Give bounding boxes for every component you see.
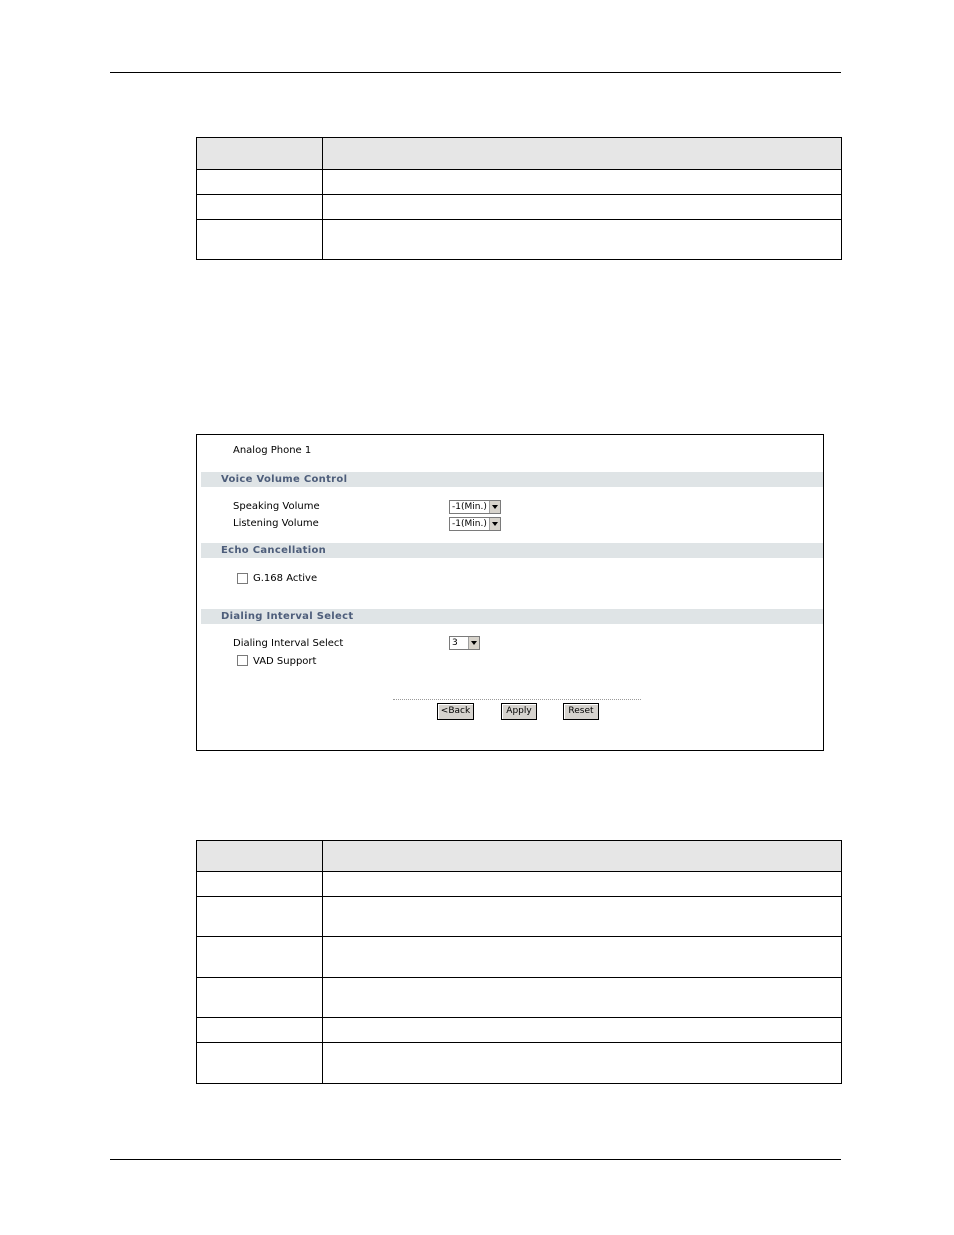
dialing-interval-label: Dialing Interval Select <box>233 638 344 649</box>
listening-volume-select[interactable] <box>449 517 501 531</box>
reset-button[interactable]: Reset <box>563 703 599 720</box>
chevron-down-icon[interactable] <box>468 637 479 649</box>
speaking-volume-select[interactable] <box>449 500 501 514</box>
table-row <box>197 872 842 897</box>
table-row <box>197 978 842 1018</box>
speaking-volume-value: -1(Min.) <box>452 502 487 512</box>
listening-volume-value: -1(Min.) <box>452 519 487 529</box>
dialing-interval-select[interactable] <box>449 636 480 650</box>
section-dialing-interval-select: Dialing Interval Select <box>201 609 823 624</box>
table-header-cell <box>323 138 842 170</box>
speaking-volume-label: Speaking Volume <box>233 501 320 512</box>
table-row <box>197 937 842 978</box>
table-row <box>197 195 842 220</box>
table-header-cell <box>197 841 323 872</box>
g168-active-checkbox[interactable] <box>237 573 248 584</box>
table-row <box>197 220 842 260</box>
table-header-cell <box>197 138 323 170</box>
footer-rule <box>110 1159 841 1160</box>
dialing-interval-value: 3 <box>452 638 458 648</box>
field-description-table-top <box>196 137 842 260</box>
table-row <box>197 1043 842 1084</box>
vad-support-checkbox[interactable] <box>237 655 248 666</box>
table-row <box>197 170 842 195</box>
g168-active-label: G.168 Active <box>253 573 318 584</box>
chevron-down-icon[interactable] <box>489 501 500 513</box>
table-header-cell <box>323 841 842 872</box>
divider <box>393 699 641 700</box>
back-button[interactable]: <Back <box>437 703 474 720</box>
vad-support-label: VAD Support <box>253 656 317 667</box>
chevron-down-icon[interactable] <box>489 518 500 530</box>
apply-button[interactable]: Apply <box>501 703 537 720</box>
phone-title: Analog Phone 1 <box>233 445 312 456</box>
section-voice-volume-control: Voice Volume Control <box>201 472 823 487</box>
field-description-table-bottom <box>196 840 842 1084</box>
header-rule <box>110 72 841 73</box>
analog-phone-screen <box>196 434 824 751</box>
section-echo-cancellation: Echo Cancellation <box>201 543 823 558</box>
listening-volume-label: Listening Volume <box>233 518 319 529</box>
table-row <box>197 897 842 937</box>
table-row <box>197 1018 842 1043</box>
